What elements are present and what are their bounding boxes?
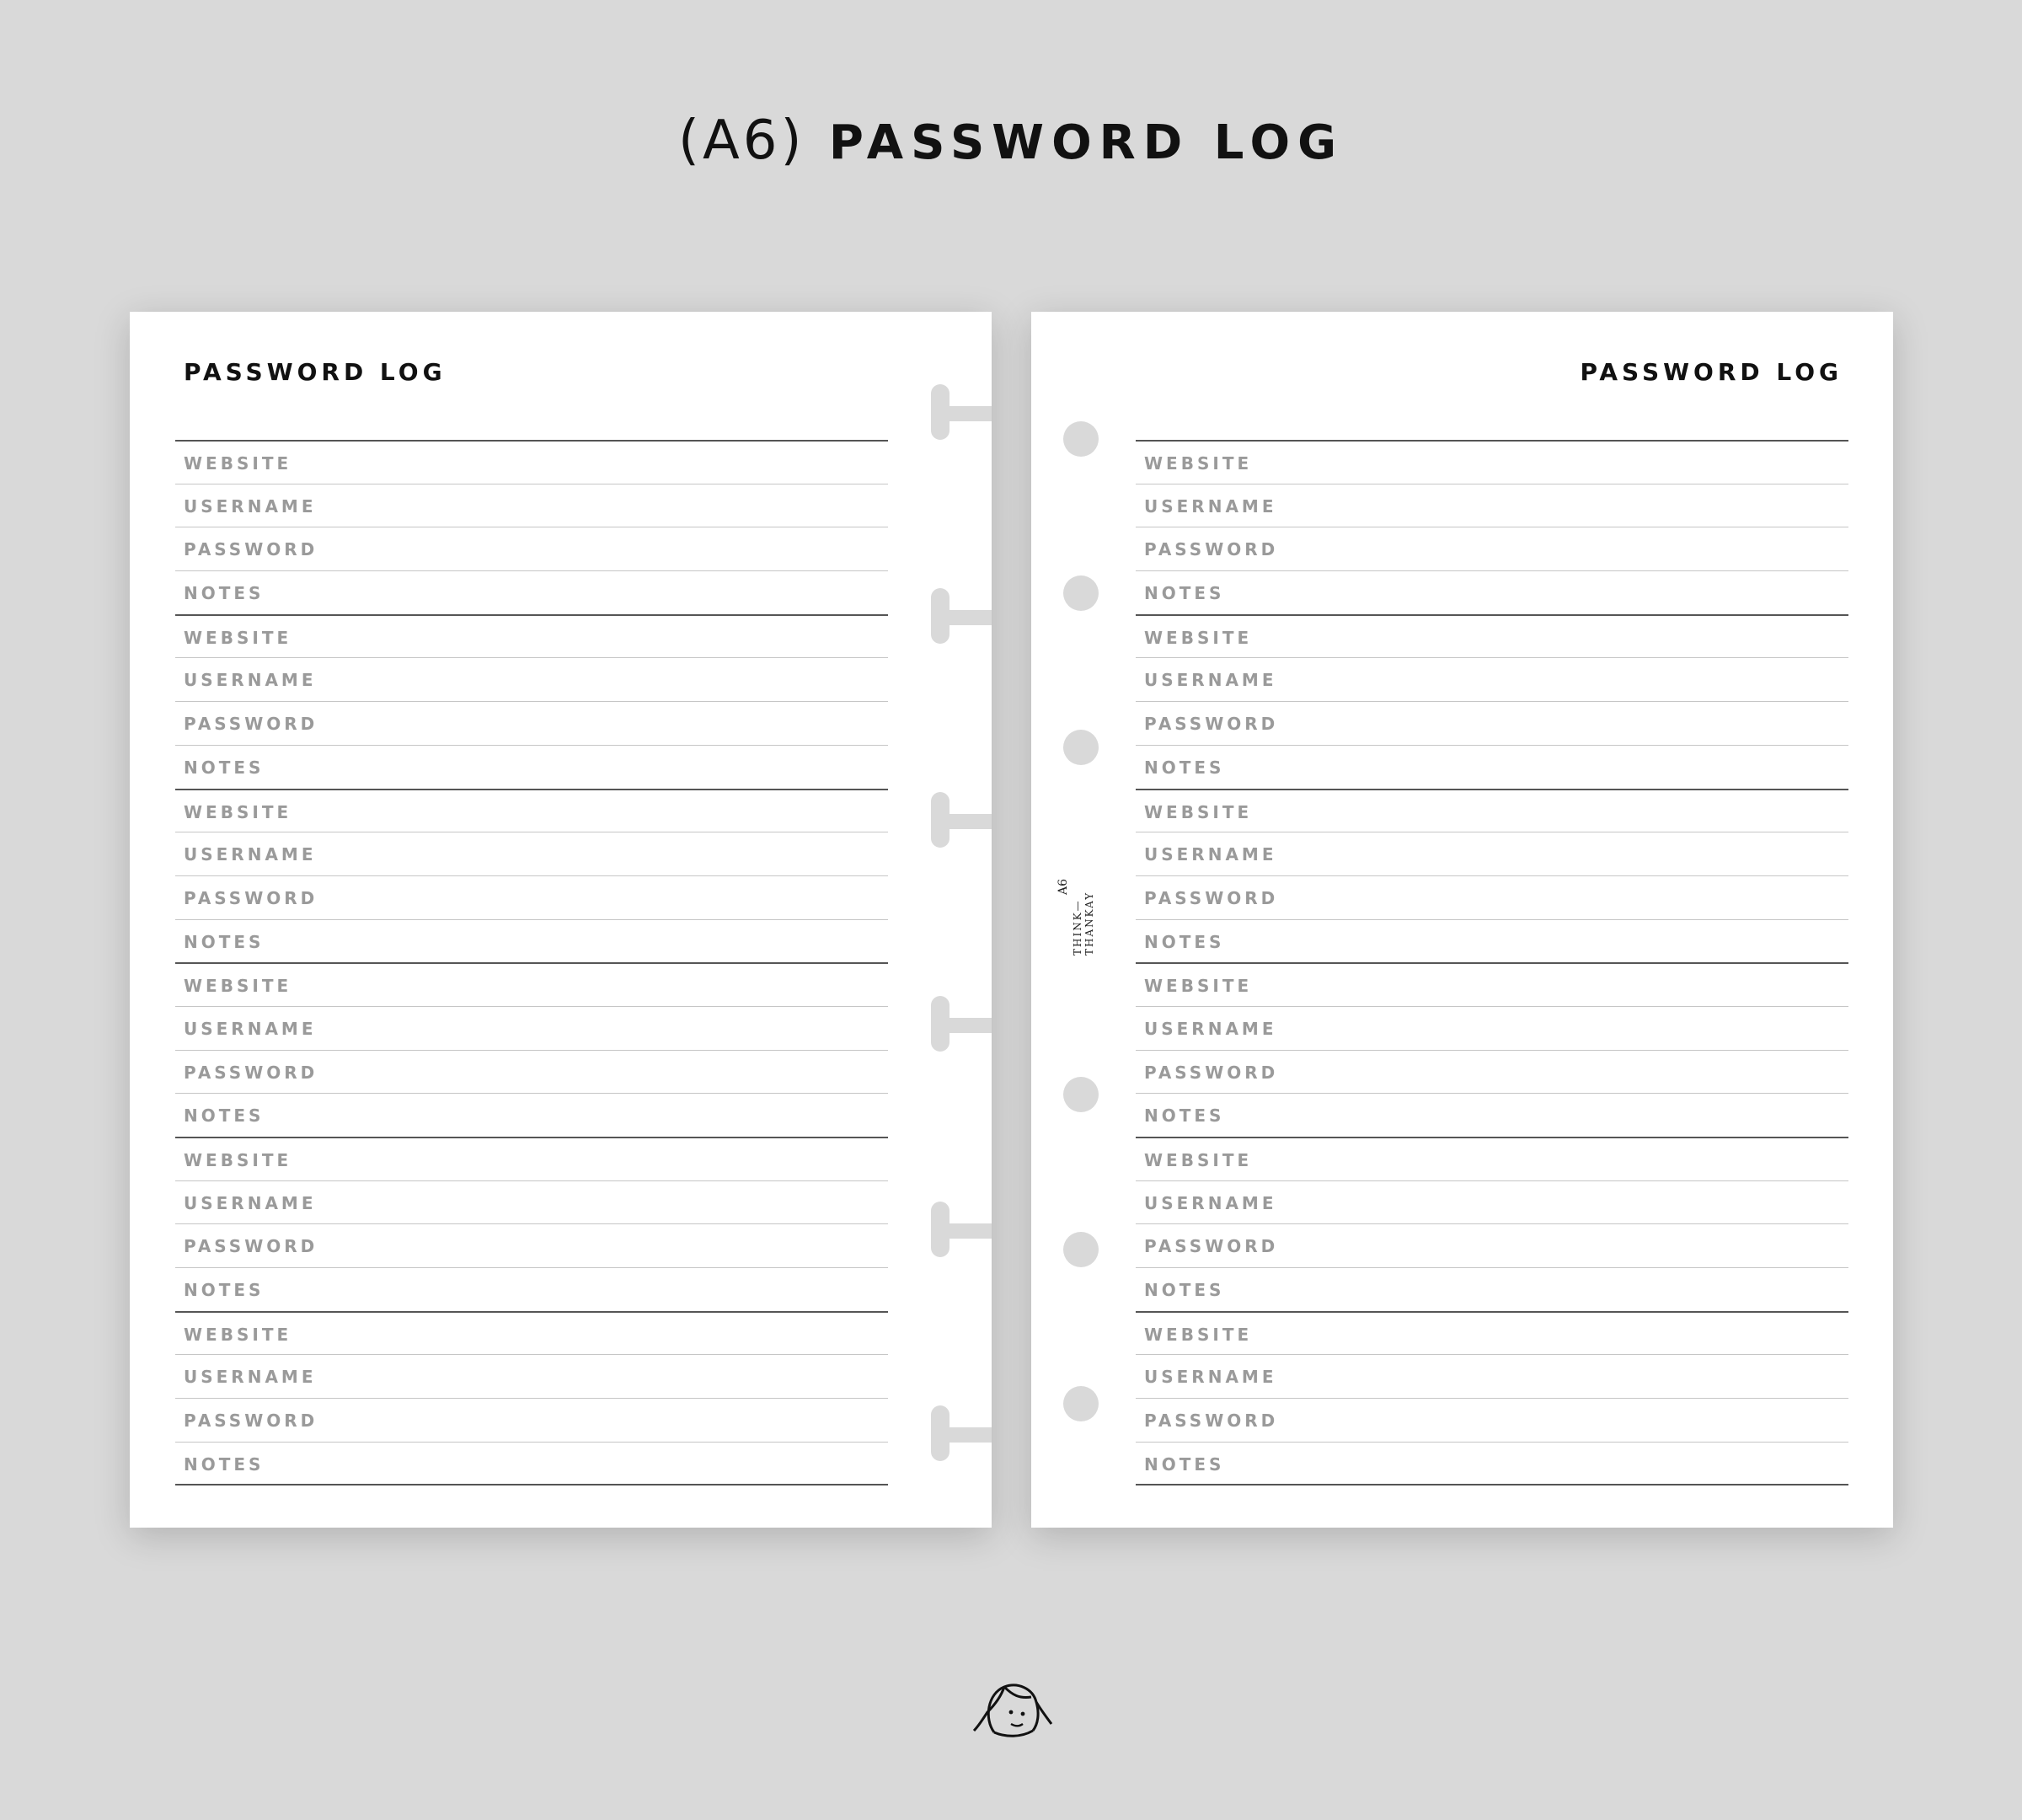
punch-hole-icon [1063,421,1099,457]
row-label-password: PASSWORD [1144,539,1279,560]
log-row [175,657,888,701]
log-row [175,527,888,570]
log-row [175,1267,888,1311]
row-label-password: PASSWORD [1144,1410,1279,1432]
row-label-username: USERNAME [184,495,317,517]
row-label-username: USERNAME [184,1018,317,1039]
punch-hole-icon [1063,1077,1099,1112]
row-label-username: USERNAME [1144,1367,1277,1388]
row-label-password: PASSWORD [184,1236,318,1257]
row-label-website: WEBSITE [1144,1324,1253,1345]
row-label-password: PASSWORD [184,887,318,908]
log-row [175,570,888,614]
row-label-username: USERNAME [184,844,317,865]
row-label-password: PASSWORD [184,714,318,735]
log-row [1136,614,1848,658]
log-row [1136,1442,1848,1485]
log-row [175,962,888,1006]
brand-mark [1055,875,1105,959]
row-label-username: USERNAME [1144,844,1277,865]
log-row [1136,657,1848,701]
row-label-password: PASSWORD [1144,1236,1279,1257]
log-row [175,1006,888,1050]
log-row [1136,527,1848,570]
log-row [175,1137,888,1180]
row-label-username: USERNAME [1144,670,1277,691]
right-sheet [1031,312,1893,1528]
punch-hole-icon [1063,730,1099,765]
disc-tab-icon [931,792,992,848]
disc-tab-icon [931,1202,992,1257]
row-label-notes: NOTES [1144,1453,1225,1475]
log-row [175,1398,888,1442]
row-label-username: USERNAME [184,1192,317,1213]
row-label-notes: NOTES [1144,757,1225,778]
row-label-notes: NOTES [1144,1105,1225,1127]
log-row [1136,1050,1848,1094]
row-label-username: USERNAME [184,670,317,691]
log-row [175,440,888,484]
row-label-website: WEBSITE [184,976,292,997]
brand-name [1072,891,1095,956]
row-label-notes: NOTES [184,1280,265,1301]
log-row [175,745,888,789]
page-title-size: (A6) [677,110,805,172]
log-row [1136,1267,1848,1311]
log-row [1136,789,1848,832]
brand-size: A6 [1056,878,1070,895]
row-label-website: WEBSITE [184,627,292,648]
row-label-password: PASSWORD [184,539,318,560]
log-row [175,1093,888,1137]
row-label-notes: NOTES [1144,1280,1225,1301]
log-row [175,701,888,745]
row-label-notes: NOTES [184,1105,265,1127]
punch-hole-icon [1063,575,1099,611]
row-label-password: PASSWORD [1144,1062,1279,1083]
row-label-website: WEBSITE [1144,453,1253,474]
row-label-website: WEBSITE [1144,976,1253,997]
log-row [175,832,888,875]
row-label-notes: NOTES [184,583,265,604]
log-row [1136,875,1848,919]
log-row [1136,1223,1848,1267]
log-row [1136,919,1848,963]
punch-hole-icon [1063,1386,1099,1421]
log-row [1136,1398,1848,1442]
log-row [175,875,888,919]
log-row [1136,1354,1848,1398]
log-row [1136,570,1848,614]
page-title [0,110,2022,172]
disc-tab-icon [931,588,992,644]
disc-tab-icon [931,384,992,440]
log-row [1136,701,1848,745]
log-row [175,919,888,963]
row-label-website: WEBSITE [1144,801,1253,822]
row-label-website: WEBSITE [184,453,292,474]
row-label-notes: NOTES [1144,931,1225,952]
row-label-website: WEBSITE [184,1324,292,1345]
brand-name-line-2: THANKAY [1083,891,1095,956]
row-label-notes: NOTES [1144,583,1225,604]
log-row [1136,832,1848,875]
row-label-username: USERNAME [1144,1018,1277,1039]
log-row [175,1311,888,1355]
right-sheet-rows [1136,440,1848,1485]
row-label-notes: NOTES [184,931,265,952]
log-row [1136,440,1848,484]
log-row [175,1354,888,1398]
left-sheet-rows [175,440,888,1485]
log-row [175,484,888,527]
log-row [175,1180,888,1224]
log-row [1136,484,1848,527]
row-label-website: WEBSITE [184,801,292,822]
row-label-username: USERNAME [1144,495,1277,517]
log-row [1136,1180,1848,1224]
log-row [175,1223,888,1267]
left-sheet-title: PASSWORD LOG [184,358,447,386]
page-title-text: PASSWORD LOG [828,115,1345,170]
right-sheet-title: PASSWORD LOG [1580,358,1843,386]
log-row [1136,1311,1848,1355]
row-label-website: WEBSITE [1144,627,1253,648]
log-row [175,1442,888,1485]
row-label-notes: NOTES [184,1453,265,1475]
log-row [175,1050,888,1094]
row-label-password: PASSWORD [1144,887,1279,908]
brand-name-line-1: THINK— [1072,899,1083,956]
row-label-website: WEBSITE [184,1150,292,1170]
punch-hole-icon [1063,1232,1099,1267]
row-label-password: PASSWORD [1144,714,1279,735]
log-row [175,614,888,658]
row-label-password: PASSWORD [184,1410,318,1432]
girl-face-icon [969,1677,1053,1740]
log-row [1136,962,1848,1006]
log-row [175,789,888,832]
log-row [1136,745,1848,789]
log-row [1136,1137,1848,1180]
row-label-password: PASSWORD [184,1062,318,1083]
log-row [1136,1006,1848,1050]
disc-tab-icon [931,1405,992,1461]
row-label-username: USERNAME [1144,1192,1277,1213]
left-sheet [130,312,992,1528]
row-label-website: WEBSITE [1144,1150,1253,1170]
row-label-username: USERNAME [184,1367,317,1388]
row-label-notes: NOTES [184,757,265,778]
log-row [1136,1093,1848,1137]
disc-tab-icon [931,996,992,1052]
